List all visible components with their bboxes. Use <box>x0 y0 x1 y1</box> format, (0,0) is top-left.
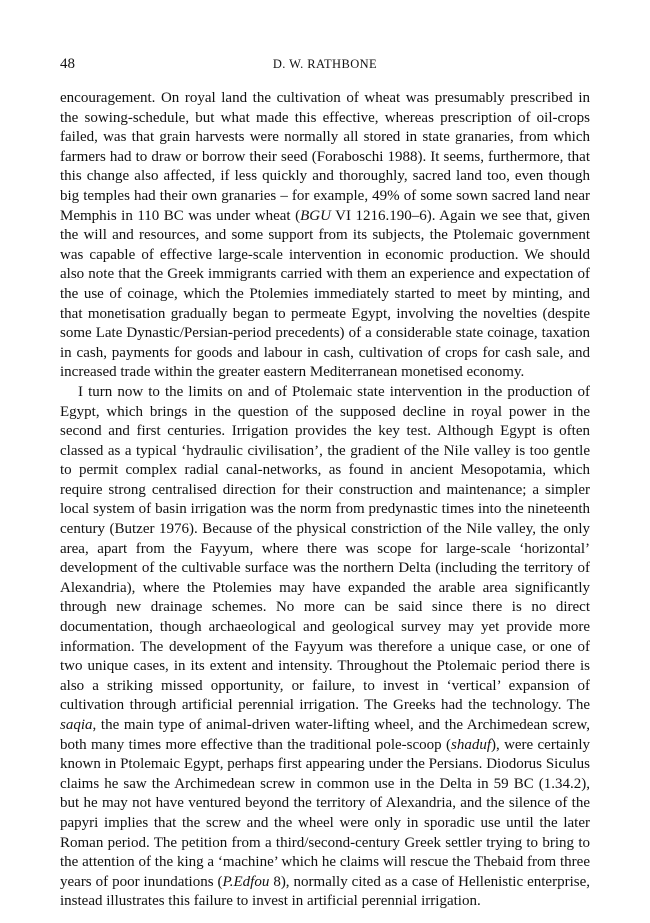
paragraph <box>60 383 590 912</box>
text-segment: VI 1216.190–6). Again we see that, given the will and resources, and some support from its subjects, the Ptolemaic government was capable of effective large-scale intervention in economic production. We should also note that the Greek immigrants carried with them an experience and expectation of the use of coinage, which the Ptolemies immediately started to meet by minting, and that monetisation gradually began to permeate Egypt, involving the novelties (despite some Late Dynastic/Persian-period precedents) of a considerable state coinage, taxation in cash, payments for goods and labour in cash, cultivation of crops for cash sale, and increased trade within the greater eastern Mediterranean monetised economy. <box>60 207 590 381</box>
page-header <box>60 56 590 76</box>
text-segment-italic: shaduf <box>450 736 491 753</box>
text-segment-italic: BGU <box>300 207 331 224</box>
body-text <box>60 89 590 912</box>
paragraph <box>60 89 590 383</box>
text-segment: encouragement. On royal land the cultivation of wheat was presumably prescribed in the sowing-schedule, but what made this effective, whereas prescription of oil-crops failed, was that grain harvests were normally all stored in state granaries, from which farmers had to draw or borrow their seed (Foraboschi 1988). It seems, furthermore, that this change also affected, if less quickly and thoroughly, sacred land too, even though big temples had their own granaries – for example, 49% of some sown sacred land near Memphis in 110 BC was under wheat ( <box>60 90 590 224</box>
text-segment: 8), normally cited as a case of Hellenistic enterprise, instead illustrates this failure to invest in artificial perennial irrigation. <box>60 873 590 910</box>
text-segment: I turn now to the limits on and of Ptolemaic state intervention in the production of Egypt, which brings in the question of the supposed decline in royal power in the second and first centuries. Irrigation provides the key test. Although Egypt is often classed as a typical ‘hydraulic civilisation’, the gradient of the Nile valley is too gentle to permit complex radial canal-networks, as found in ancient Mesopotamia, which require strong centralised direction for their construction and maintenance; a simpler local system of basin irrigation was the norm from predynastic times into the nineteenth century (Butzer 1976). Because of the physical constriction of the Nile valley, the only area, apart from the Fayyum, where there was scope for large-scale ‘horizontal’ development of the cultivable surface was the northern Delta (including the territory of Alexandria), where the Ptolemies may have expanded the arable area significantly through new drainage schemes. No more can be said since there is no direct documentation, though archaeological and geological survey may yet provide more information. The development of the Fayyum was therefore a unique case, or one of two unique cases, in its extent and intensity. Throughout the Ptolemaic period there is also a striking missed opportunity, or failure, to invest in ‘vertical’ expansion of cultivation through artificial perennial irrigation. The Greeks had the technology. The <box>60 383 590 714</box>
text-segment: , the main type of animal-driven water-lifting wheel, and the Archimedean screw, both many times more effective than the traditional pole-scoop ( <box>60 717 590 753</box>
text-segment: ), were certainly known in Ptolemaic Egypt, perhaps first appearing under the Persians. Diodorus Siculus claims he saw the Archimedean screw in common use in the Delta in 59 BC (1.34.2), but he may not have ventured beyond the territory of Alexandria, and the silence of the papyri implies that the screw and the wheel were only in sporadic use until the later Roman period. The petition from a third/second-century Greek settler trying to bring to the attention of the king a ‘machine’ which he claims will rescue the Thebaid from three years of poor inundations ( <box>60 736 590 890</box>
running-head: D. W. RATHBONE <box>272 57 378 71</box>
text-segment-italic: saqia <box>60 717 93 733</box>
page-number: 48 <box>60 56 75 72</box>
text-segment-italic: P.Edfou <box>222 873 270 890</box>
